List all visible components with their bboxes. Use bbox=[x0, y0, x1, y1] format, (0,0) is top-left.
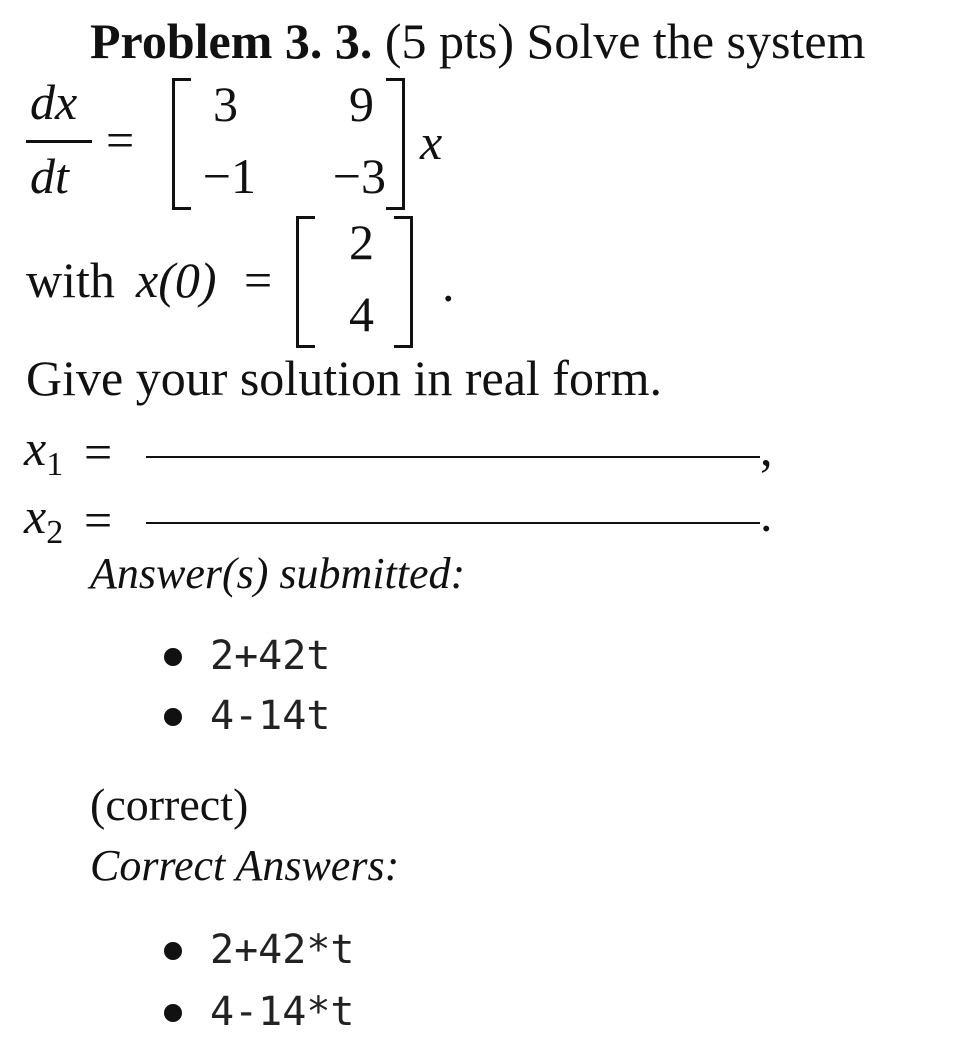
equation-equals: = bbox=[106, 112, 135, 168]
correct-heading: Correct Answers: bbox=[90, 841, 400, 890]
submitted-heading: Answer(s) submitted: bbox=[90, 549, 466, 598]
answer-blank-x2[interactable] bbox=[146, 522, 760, 524]
correct-bullet-1 bbox=[164, 942, 182, 960]
initial-lhs-text: x(0) bbox=[136, 252, 217, 308]
vector-entry-1: 2 bbox=[349, 214, 374, 270]
problem-title bbox=[90, 8, 865, 74]
answer-var-x2: x bbox=[24, 488, 47, 544]
answer-var-x1: x bbox=[24, 420, 47, 476]
problem-label: Problem 3. 3. bbox=[90, 13, 373, 69]
matrix-right-bracket bbox=[386, 78, 405, 210]
matrix-cell-r1c1: 3 bbox=[213, 76, 238, 132]
fraction-bar bbox=[26, 140, 92, 143]
initial-equals: = bbox=[244, 252, 273, 308]
initial-lhs bbox=[136, 252, 217, 308]
submitted-bullet-1 bbox=[164, 648, 182, 666]
problem-prompt: Solve the system bbox=[526, 13, 866, 69]
vector-left-bracket bbox=[296, 216, 315, 348]
submitted-bullet-2 bbox=[164, 708, 182, 726]
initial-terminal: . bbox=[442, 256, 455, 312]
answer-label-x1 bbox=[24, 420, 63, 483]
answer-terminal-x2: . bbox=[760, 486, 773, 542]
answer-sub-x2: 2 bbox=[46, 514, 64, 551]
fraction-denominator: dt bbox=[30, 148, 69, 204]
instruction-text: Give your solution in real form. bbox=[26, 350, 662, 406]
vector-right-bracket bbox=[394, 216, 413, 348]
correct-answer-1: 2+42*t bbox=[210, 927, 355, 973]
fraction-numerator: dx bbox=[30, 74, 78, 130]
problem-points: (5 pts) bbox=[384, 13, 515, 69]
answer-sub-x1: 1 bbox=[46, 446, 64, 483]
answer-label-x2 bbox=[24, 488, 63, 551]
status-badge: (correct) bbox=[90, 779, 249, 830]
initial-prefix: with bbox=[26, 252, 115, 308]
answer-equals-x1: = bbox=[84, 424, 113, 480]
answer-terminal-x1: , bbox=[760, 420, 773, 476]
submitted-answer-1: 2+42t bbox=[210, 633, 331, 679]
correct-answer-2: 4-14*t bbox=[210, 989, 355, 1035]
matrix-cell-r2c1: −1 bbox=[202, 148, 256, 204]
answer-equals-x2: = bbox=[84, 492, 113, 548]
matrix-cell-r1c2: 9 bbox=[349, 76, 374, 132]
submitted-answer-2: 4-14t bbox=[210, 693, 331, 739]
rhs-variable: x bbox=[420, 114, 443, 170]
correct-bullet-2 bbox=[164, 1004, 182, 1022]
matrix-cell-r2c2: −3 bbox=[332, 148, 386, 204]
vector-entry-2: 4 bbox=[349, 286, 374, 342]
answer-blank-x1[interactable] bbox=[146, 456, 760, 458]
